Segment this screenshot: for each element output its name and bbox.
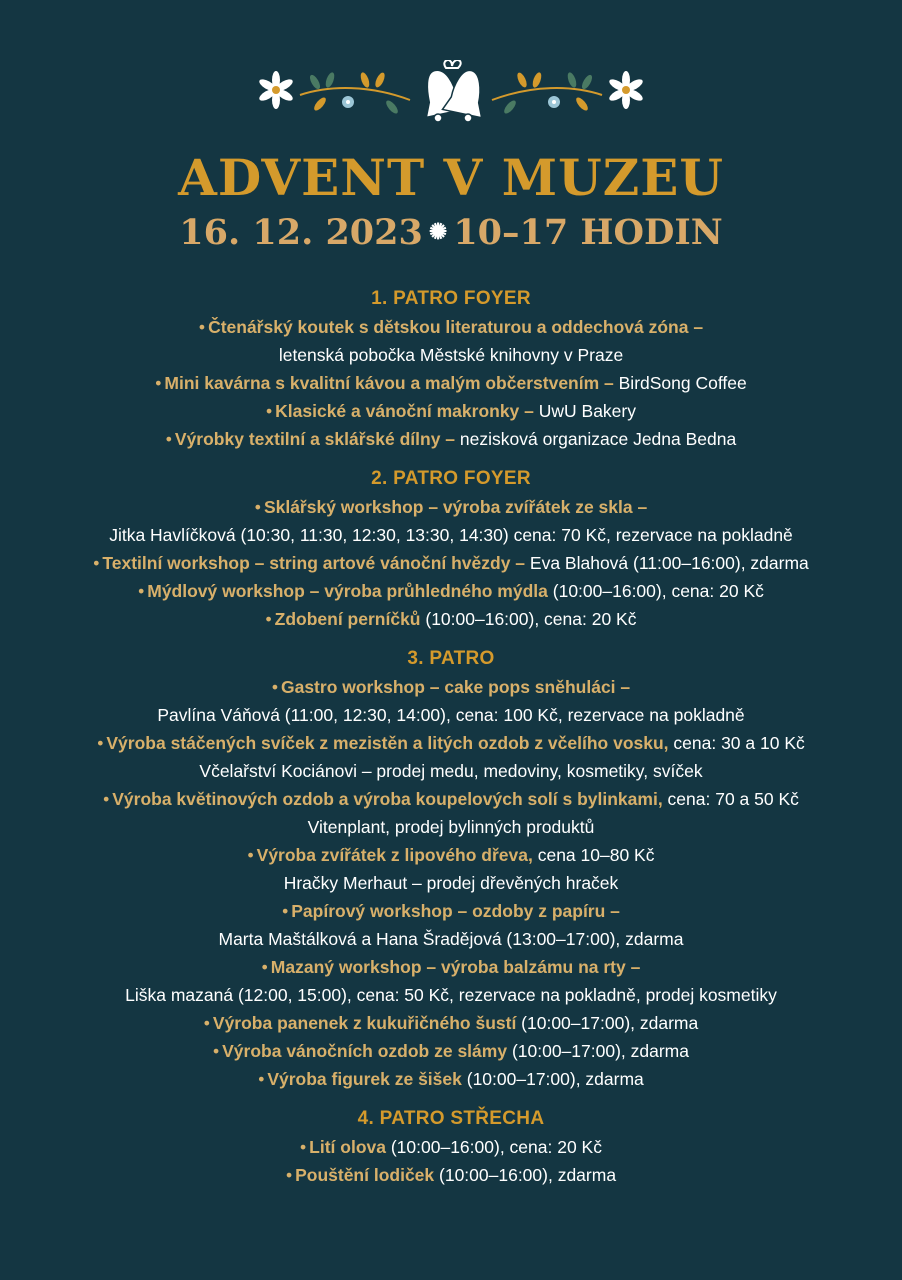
item-detail: (10:00–16:00), cena: 20 Kč bbox=[420, 609, 637, 629]
leaf-branch-icon bbox=[300, 88, 410, 100]
item-title: Výroba zvířátek z lipového dřeva, bbox=[256, 845, 533, 865]
section-heading: 4. PATRO STŘECHA bbox=[357, 1108, 545, 1129]
program-item bbox=[0, 953, 902, 981]
bullet-icon: • bbox=[282, 901, 289, 921]
bullet-icon: • bbox=[165, 429, 172, 449]
item-title: Sklářský workshop – výroba zvířátek ze skla – bbox=[263, 497, 648, 517]
program-item bbox=[0, 1065, 902, 1093]
flower-icon bbox=[258, 71, 295, 109]
event-date: 16. 12. 2023 bbox=[179, 212, 423, 253]
event-time: 10–17 HODIN bbox=[453, 212, 723, 253]
item-subline: Pavlína Váňová (11:00, 12:30, 14:00), cena: 100 Kč, rezervace na pokladně bbox=[157, 705, 745, 725]
item-subline: Vitenplant, prodej bylinných produktů bbox=[307, 817, 595, 837]
item-subline: Marta Maštálková a Hana Šradějová (13:00–17:00), zdarma bbox=[218, 929, 684, 949]
item-title: Mini kavárna s kvalitní kávou a malým občerstvením – bbox=[164, 373, 614, 393]
item-title: Výroba panenek z kukuřičného šustí bbox=[212, 1013, 517, 1033]
item-detail: cena 10–80 Kč bbox=[532, 845, 655, 865]
leaf-branch-icon bbox=[492, 88, 602, 100]
bullet-icon: • bbox=[138, 581, 145, 601]
bullet-icon: • bbox=[271, 677, 278, 697]
item-subline: Liška mazaná (12:00, 15:00), cena: 50 Kč, rezervace na pokladně, prodej kosmetiky bbox=[125, 985, 777, 1005]
item-title: Textilní workshop – string artové vánoční hvězdy – bbox=[102, 553, 526, 573]
section-heading: 1. PATRO FOYER bbox=[371, 288, 531, 309]
bullet-icon: • bbox=[103, 789, 110, 809]
program-section bbox=[0, 285, 902, 453]
program-section bbox=[0, 465, 902, 633]
item-title: Výroba vánočních ozdob ze slámy bbox=[222, 1041, 508, 1061]
item-detail: BirdSong Coffee bbox=[613, 373, 747, 393]
bullet-icon: • bbox=[212, 1041, 220, 1061]
page-title: ADVENT V MUZEU bbox=[178, 148, 724, 207]
program-item bbox=[0, 425, 902, 453]
section-heading: 3. PATRO bbox=[407, 648, 495, 669]
item-title: Výroba stáčených svíček z mezistěn a litých ozdob z včelího vosku, bbox=[106, 733, 669, 753]
item-detail: (10:00–16:00), cena: 20 Kč bbox=[547, 581, 764, 601]
program-item bbox=[0, 605, 902, 633]
bullet-icon: • bbox=[247, 845, 254, 865]
item-subline: Jitka Havlíčková (10:30, 11:30, 12:30, 13:30, 14:30) cena: 70 Kč, rezervace na pokladně bbox=[109, 525, 793, 545]
item-title: Mazaný workshop – výroba balzámu na rty – bbox=[270, 957, 641, 977]
event-datetime bbox=[0, 208, 902, 257]
bullet-icon: • bbox=[155, 373, 162, 393]
item-title: Mýdlový workshop – výroba průhledného mýdla bbox=[147, 581, 548, 601]
bullet-icon: • bbox=[198, 317, 206, 337]
item-detail: cena: 30 a 10 Kč bbox=[668, 733, 805, 753]
item-detail: Eva Blahová (11:00–16:00), zdarma bbox=[525, 553, 809, 573]
program-item bbox=[0, 313, 902, 341]
program-item bbox=[0, 577, 902, 605]
program-item bbox=[0, 841, 902, 869]
program-item bbox=[0, 1133, 902, 1161]
program-item bbox=[0, 549, 902, 577]
item-detail: (10:00–17:00), zdarma bbox=[507, 1041, 689, 1061]
program-item bbox=[0, 369, 902, 397]
bullet-icon: • bbox=[261, 957, 268, 977]
bullet-icon: • bbox=[93, 553, 100, 573]
item-detail: UwU Bakery bbox=[533, 401, 636, 421]
snowflake-icon: ✺ bbox=[428, 219, 448, 245]
program-item bbox=[0, 1009, 902, 1037]
section-heading: 2. PATRO FOYER bbox=[371, 468, 531, 489]
item-subline: letenská pobočka Městské knihovny v Praze bbox=[278, 345, 624, 365]
bullet-icon: • bbox=[266, 401, 273, 421]
item-title: Výroba květinových ozdob a výroba koupelových solí s bylinkami, bbox=[112, 789, 663, 809]
item-title: Výrobky textilní a sklářské dílny – bbox=[174, 429, 456, 449]
item-detail: cena: 70 a 50 Kč bbox=[662, 789, 799, 809]
item-detail: (10:00–17:00), zdarma bbox=[516, 1013, 699, 1033]
item-title: Pouštění lodiček bbox=[295, 1165, 435, 1185]
item-title: Lití olova bbox=[309, 1137, 386, 1157]
ornament-garland bbox=[0, 60, 902, 140]
flower-icon bbox=[608, 71, 645, 109]
item-title: Papírový workshop – ozdoby z papíru – bbox=[291, 901, 620, 921]
bullet-icon: • bbox=[203, 1013, 210, 1033]
item-subline: Hračky Merhaut – prodej dřevěných hraček bbox=[283, 873, 619, 893]
item-subline: Včelařství Kociánovi – prodej medu, medoviny, kosmetiky, svíček bbox=[199, 761, 703, 781]
bullet-icon: • bbox=[300, 1137, 307, 1157]
program-item bbox=[0, 729, 902, 757]
bullet-icon: • bbox=[97, 733, 104, 753]
item-detail: (10:00–16:00), zdarma bbox=[434, 1165, 617, 1185]
program-section bbox=[0, 1105, 902, 1189]
program-section bbox=[0, 645, 902, 1093]
item-title: Zdobení perníčků bbox=[274, 609, 421, 629]
item-detail: (10:00–17:00), zdarma bbox=[461, 1069, 644, 1089]
program-item bbox=[0, 1161, 902, 1189]
program-item bbox=[0, 397, 902, 425]
program-list bbox=[0, 285, 902, 1201]
program-item bbox=[0, 1037, 902, 1065]
item-title: Čtenářský koutek s dětskou literaturou a oddechová zóna – bbox=[208, 317, 704, 337]
bells-icon bbox=[417, 60, 491, 122]
program-item bbox=[0, 493, 902, 521]
bullet-icon: • bbox=[258, 1069, 265, 1089]
program-item bbox=[0, 673, 902, 701]
item-detail: nezisková organizace Jedna Bedna bbox=[455, 429, 737, 449]
item-title: Výroba figurek ze šišek bbox=[267, 1069, 462, 1089]
bullet-icon: • bbox=[254, 497, 261, 517]
item-title: Gastro workshop – cake pops sněhuláci – bbox=[280, 677, 631, 697]
item-detail: (10:00–16:00), cena: 20 Kč bbox=[385, 1137, 602, 1157]
program-item bbox=[0, 897, 902, 925]
bullet-icon: • bbox=[265, 609, 272, 629]
program-item bbox=[0, 785, 902, 813]
bullet-icon: • bbox=[285, 1165, 293, 1185]
item-title: Klasické a vánoční makronky – bbox=[275, 401, 534, 421]
